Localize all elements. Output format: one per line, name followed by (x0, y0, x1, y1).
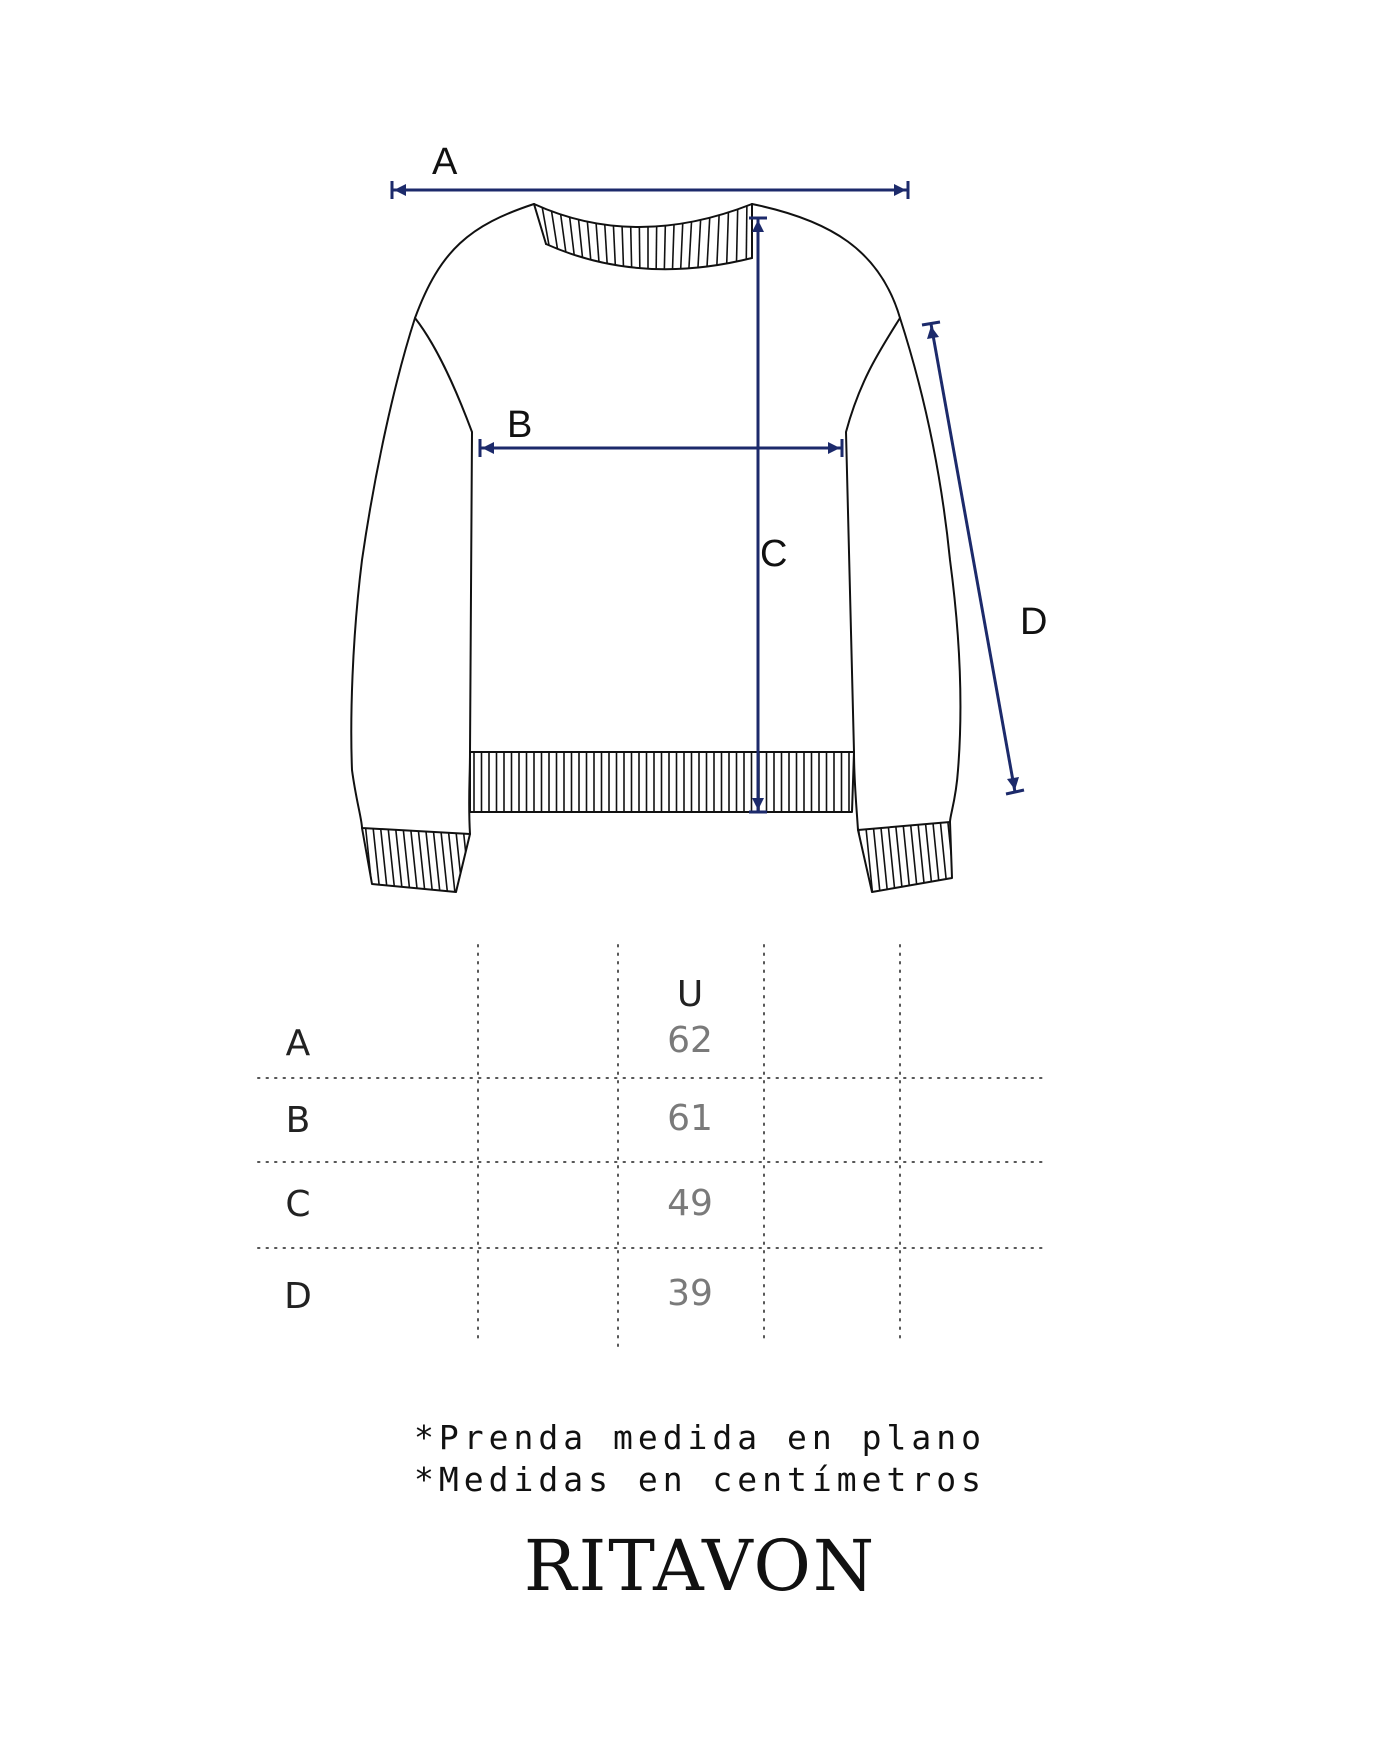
row-label: D (284, 1276, 312, 1317)
row-value: 49 (667, 1183, 713, 1224)
rib-line (365, 822, 373, 898)
rib-line (918, 818, 926, 898)
sweater-outline (351, 204, 960, 892)
rib-line (373, 822, 381, 898)
table-row (286, 1098, 713, 1141)
rib-line (940, 818, 948, 898)
rib-line (888, 818, 896, 898)
rib-line (358, 822, 366, 898)
table-row (286, 1020, 713, 1064)
row-value: 61 (667, 1098, 713, 1139)
left-sleeve (351, 318, 470, 834)
row-value: 39 (667, 1273, 713, 1314)
rib-line (895, 818, 903, 898)
rib-line (433, 822, 441, 898)
rib-line (350, 822, 358, 898)
rib-line (873, 818, 881, 898)
label-c: C (760, 533, 788, 575)
label-b: B (507, 404, 533, 446)
rib-line (478, 822, 486, 898)
note-units: *Medidas en centímetros (414, 1460, 986, 1499)
table-row (284, 1273, 713, 1317)
rib-line (425, 822, 433, 898)
measurement-lines (392, 181, 1024, 812)
note-flat-measurement: *Prenda medida en plano (414, 1418, 986, 1457)
rib-line (410, 822, 418, 898)
rib-line (380, 822, 388, 898)
brand-logo-text: RITAVON (523, 1525, 877, 1607)
label-d: D (1020, 601, 1048, 643)
row-label: A (285, 1023, 311, 1064)
rib-line (880, 818, 888, 898)
rib-line (418, 822, 426, 898)
row-label: C (285, 1184, 311, 1225)
rib-line (955, 818, 963, 898)
table-row (285, 1183, 712, 1225)
size-header: U (676, 974, 704, 1015)
measure-line-a (392, 181, 908, 199)
rib-line (470, 822, 478, 898)
rib-line (925, 818, 933, 898)
size-table (0, 930, 1400, 1370)
measure-line-d (922, 322, 1024, 794)
row-value: 62 (667, 1020, 713, 1061)
rib-line (850, 818, 858, 898)
rib-line (933, 818, 941, 898)
table-grid (258, 945, 1048, 1348)
collar-ribbing (540, 195, 747, 285)
label-a: A (432, 141, 458, 183)
measure-line-c (749, 218, 767, 812)
measure-line-b (480, 439, 842, 457)
hem-ribbing (474, 752, 849, 812)
sweater-body (415, 204, 900, 812)
row-label: B (285, 1100, 311, 1141)
collar-inner (546, 244, 752, 269)
